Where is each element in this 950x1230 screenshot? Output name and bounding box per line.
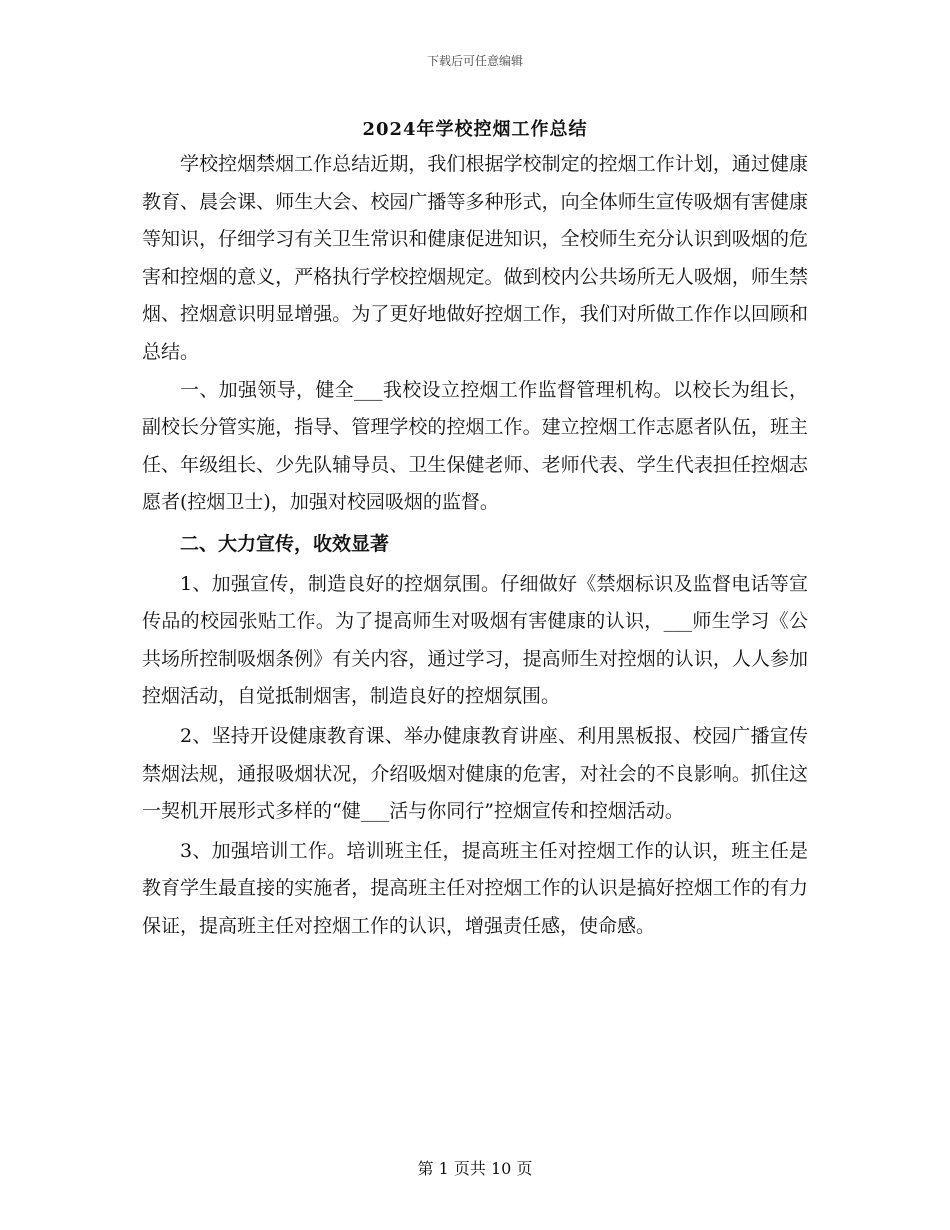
section-heading: 二、大力宣传，收效显著: [180, 532, 390, 555]
header-note: 下载后可任意编辑: [426, 54, 523, 68]
page-footer: 第 1 页共 10 页: [417, 1159, 533, 1178]
paragraph-item-3: 3、加强培训工作。培训班主任，提高班主任对控烟工作的认识，班主任是教育学生最直接的实施者，提高班主任对控烟工作的认识是搞好控烟工作的有力保证，提高班主任对控烟工作的认识，增强责任感，使命感。: [142, 839, 808, 937]
paragraph-intro: 学校控烟禁烟工作总结近期，我们根据学校制定的控烟工作计划，通过健康教育、晨会课、师生大会、校园广播等多种形式，向全体师生宣传吸烟有害健康等知识，仔细学习有关卫生常识和健康促进知识，全校师生充分认识到吸烟的危害和控烟的意义，严格执行学校控烟规定。做到校内公共场所无人吸烟，师生禁烟、控烟意识明显增强。为了更好地做好控烟工作，我们对所做工作作以回顾和总结。: [142, 153, 808, 363]
paragraph-leadership: 一、加强领导，健全___我校设立控烟工作监督管理机构。以校长为组长，副校长分管实施，指导、管理学校的控烟工作。建立控烟工作志愿者队伍，班主任、年级组长、少先队辅导员、卫生保健老师、老师代表、学生代表担任控烟志愿者(控烟卫士)，加强对校园吸烟的监督。: [142, 378, 808, 514]
page-title: 2024年学校控烟工作总结: [362, 119, 588, 140]
paragraph-item-1: 1、加强宣传，制造良好的控烟氛围。仔细做好《禁烟标识及监督电话等宣传品的校园张贴工作。为了提高师生对吸烟有害健康的认识，___师生学习《公共场所控制吸烟条例》有关内容，通过学习，提高师生对控烟的认识，人人参加控烟活动，自觉抵制烟害，制造良好的控烟氛围。: [142, 572, 808, 708]
document-body: [142, 146, 808, 945]
paragraph-item-2: 2、坚持开设健康教育课、举办健康教育讲座、利用黑板报、校园广播宣传禁烟法规，通报吸烟状况，介绍吸烟对健康的危害，对社会的不良影响。抓住这一契机开展形式多样的“健___活与你同行”控烟宣传和控烟活动。: [142, 724, 808, 823]
